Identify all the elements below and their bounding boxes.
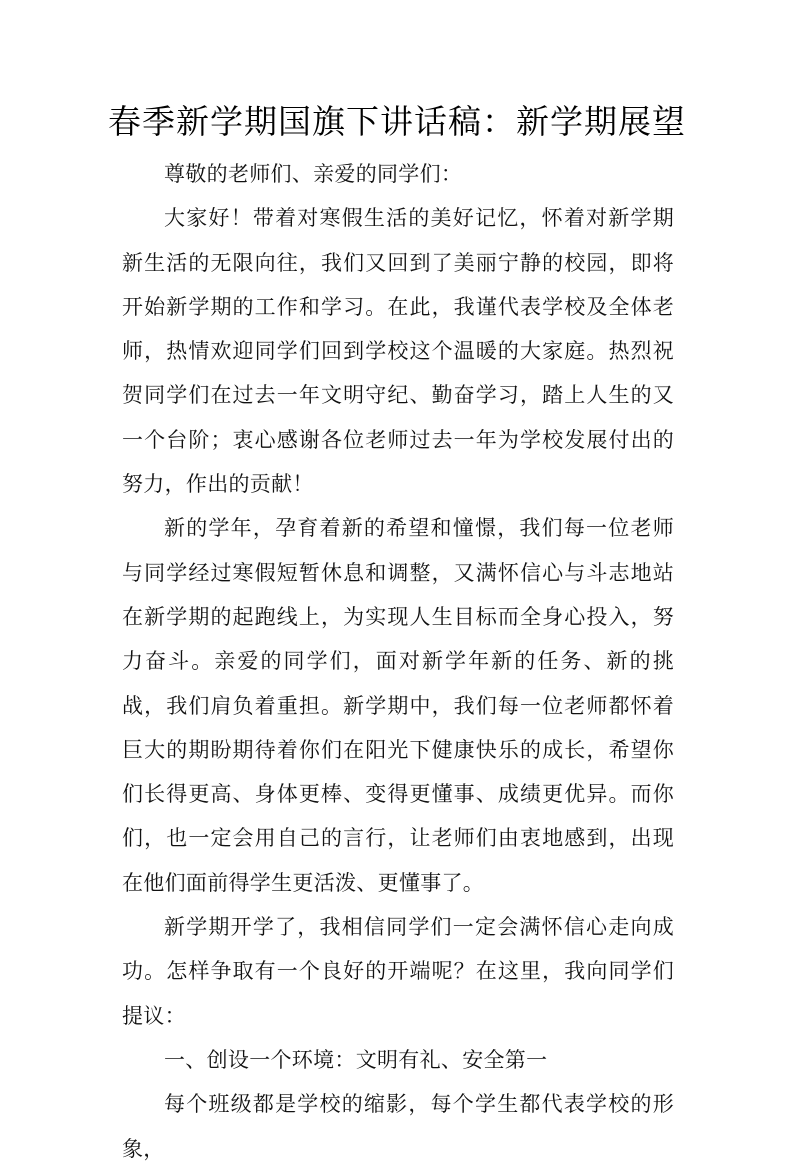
section-heading-1: 一、创设一个环境：文明有礼、安全第一 <box>164 1047 548 1072</box>
paragraph-new-year: 新的学年，孕育着新的希望和憧憬，我们每一位老师与同学经过寒假短暂休息和调整，又满怀信心与斗志地站在新学期的起跑线上，为实现人生目标而全身心投入，努力奋斗。亲爱的同学们，面对新学年新的任务、新的挑战，我们肩负着重担。新学期中，我们每一位老师都怀着巨大的期盼期待着你们在阳光下健康快乐的成长，希望你们长得更高、身体更棒、变得更懂事、成绩更优异。而你们，也一定会用自己的言行，让老师们由衷地感到，出现在他们面前得学生更活泼、更懂事了。 <box>122 516 674 895</box>
paragraph-class-image: 每个班级都是学校的缩影，每个学生都代表学校的形象， <box>122 1092 674 1161</box>
document-title: 春季新学期国旗下讲话稿：新学期展望 <box>108 102 686 141</box>
paragraph-greeting: 大家好！带着对寒假生活的美好记忆，怀着对新学期新生活的无限向往，我们又回到了美丽宁静的校园，即将开始新学期的工作和学习。在此，我谨代表学校及全体老师，热情欢迎同学们回到学校这个温暖的大家庭。热烈祝贺同学们在过去一年文明守纪、勤奋学习，踏上人生的又一个台阶；衷心感谢各位老师过去一年为学校发展付出的努力，作出的贡献！ <box>122 206 674 497</box>
paragraph-salutation: 尊敬的老师们、亲爱的同学们： <box>164 162 463 186</box>
document-body <box>122 152 674 1171</box>
paragraph-proposal: 新学期开学了，我相信同学们一定会满怀信心走向成功。怎样争取有一个良好的开端呢？在这里，我向同学们提议： <box>122 915 674 1028</box>
